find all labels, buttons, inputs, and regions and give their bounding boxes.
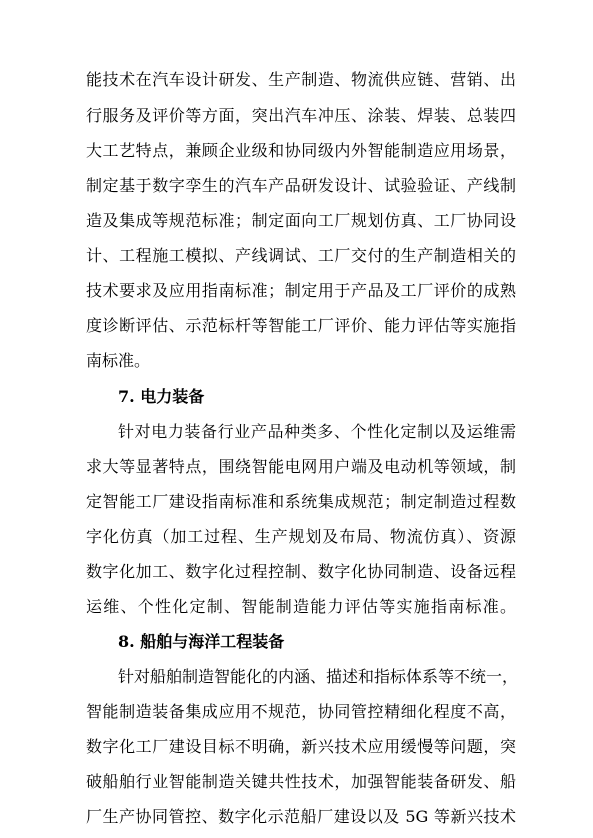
- paragraph-line: 南标准。: [86, 351, 151, 370]
- paragraph-line: 数字化加工、数字化过程控制、数字化协同制造、设备远程: [86, 562, 516, 581]
- paragraph-line: 针对船舶制造智能化的内涵、描述和指标体系等不统一，: [118, 667, 519, 686]
- paragraph-line: 破船舶行业智能制造关键共性技术，加强智能装备研发、船: [86, 772, 516, 791]
- paragraph-line: 数字化工厂建设目标不明确，新兴技术应用缓慢等问题，突: [86, 737, 516, 756]
- paragraph-line: 字化仿真（加工过程、生产规划及布局、物流仿真）、资源: [86, 527, 516, 546]
- paragraph-line: 智能制造装备集成应用不规范，协同管控精细化程度不高，: [86, 702, 516, 721]
- paragraph-line: 运维、个性化定制、智能制造能力评估等实施指南标准。: [86, 597, 516, 616]
- section-heading: 7. 电力装备: [118, 387, 205, 406]
- paragraph-line: 针对电力装备行业产品种类多、个性化定制以及运维需: [118, 422, 516, 441]
- paragraph-line: 厂生产协同管控、数字化示范船厂建设以及 5G 等新兴技术: [86, 807, 516, 826]
- paragraph-line: 求大等显著特点，围绕智能电网用户端及电动机等领域，制: [86, 457, 516, 476]
- paragraph-line: 度诊断评估、示范标杆等智能工厂评价、能力评估等实施指: [86, 316, 516, 335]
- paragraph-line: 大工艺特点，兼顾企业级和协同级内外智能制造应用场景，: [86, 141, 516, 160]
- paragraph-line: 能技术在汽车设计研发、生产制造、物流供应链、营销、出: [86, 70, 516, 89]
- section-heading: 8. 船舶与海洋工程装备: [118, 632, 285, 651]
- paragraph-line: 造及集成等规范标准；制定面向工厂规划仿真、工厂协同设: [86, 211, 516, 230]
- paragraph-line: 计、工程施工模拟、产线调试、工厂交付的生产制造相关的: [86, 246, 516, 265]
- paragraph-line: 技术要求及应用指南标准；制定用于产品及工厂评价的成熟: [86, 281, 516, 300]
- paragraph-line: 定智能工厂建设指南标准和系统集成规范；制定制造过程数: [86, 492, 516, 511]
- paragraph-line: 制定基于数字孪生的汽车产品研发设计、试验验证、产线制: [86, 176, 516, 195]
- paragraph-line: 行服务及评价等方面，突出汽车冲压、涂装、焊装、总装四: [86, 106, 516, 125]
